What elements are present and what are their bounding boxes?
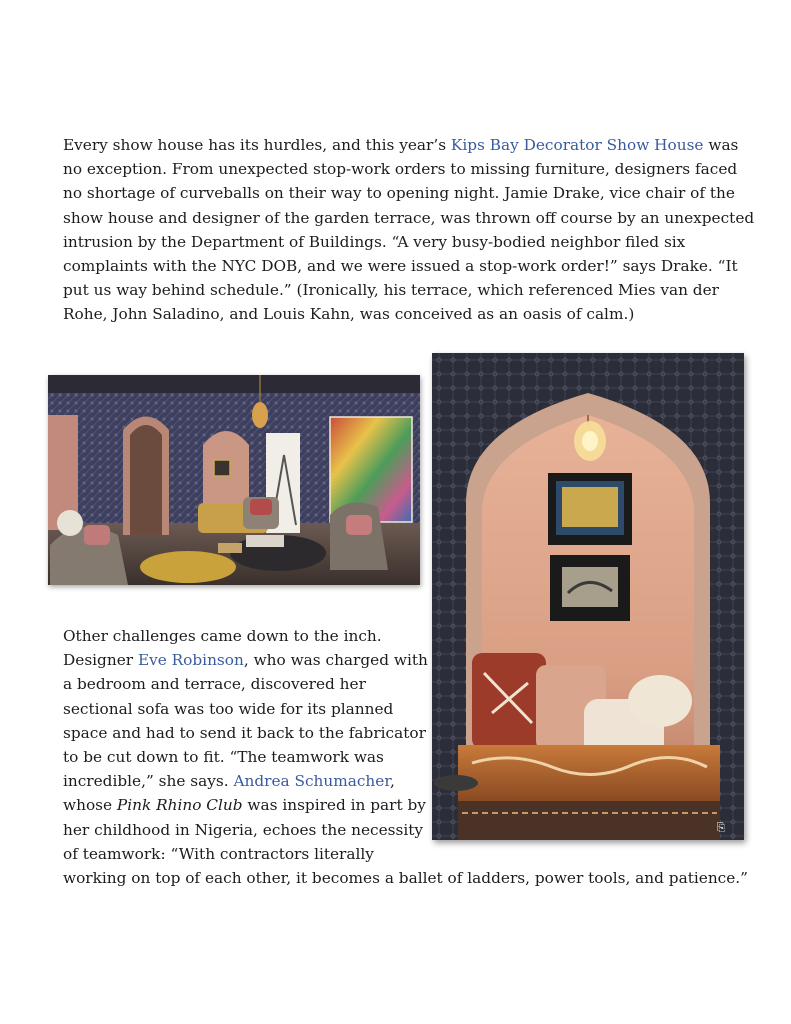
text-fragment: Every show house has its hurdles, and this year’s bbox=[63, 136, 451, 154]
pink-rhino-club-title: Pink Rhino Club bbox=[116, 796, 243, 815]
eve-robinson-link[interactable]: Eve Robinson bbox=[137, 651, 244, 670]
text-fragment: , bbox=[389, 772, 395, 791]
text-line: no shortage of curveballs on their way to opening night. Jamie Drake, vice chair of the bbox=[63, 184, 735, 203]
text-fragment: whose bbox=[63, 796, 117, 815]
text-line: Other challenges came down to the inch. bbox=[63, 627, 382, 645]
text-fragment: , who was charged with bbox=[243, 651, 428, 670]
text-line: of teamwork: “With contractors literally bbox=[63, 844, 374, 863]
challenges-paragraph bbox=[63, 624, 763, 890]
text-line: no exception. From unexpected stop-work orders to missing furniture, designers faced bbox=[63, 160, 738, 179]
andrea-schumacher-link[interactable]: Andrea Schumacher bbox=[233, 772, 390, 791]
text-line: her childhood in Nigeria, echoes the necessity bbox=[63, 820, 424, 839]
text-line bbox=[63, 648, 763, 672]
text-line: a bedroom and terrace, discovered her bbox=[63, 675, 366, 694]
text-line: complaints with the NYC DOB, and we were issued a stop-work order!” says Drake. “It bbox=[63, 257, 738, 276]
text-line: space and had to send it back to the fabricator bbox=[63, 723, 426, 742]
text-line: sectional sofa was too wide for its planned bbox=[63, 699, 394, 718]
text-fragment: Designer bbox=[63, 651, 138, 670]
kips-bay-link[interactable]: Kips Bay Decorator Show House bbox=[450, 136, 704, 154]
text-line: to be cut down to fit. “The teamwork was bbox=[63, 748, 384, 767]
text-line: show house and designer of the garden terrace, was thrown off course by an unexpected bbox=[63, 208, 755, 227]
living-room-photo bbox=[48, 375, 420, 585]
text-fragment: was bbox=[703, 136, 739, 154]
intro-paragraph bbox=[63, 133, 755, 327]
text-line: put us way behind schedule.” (Ironically, his terrace, which referenced Mies van der bbox=[63, 281, 719, 300]
text-line: Rohe, John Saladino, and Louis Kahn, was conceived as an oasis of calm.) bbox=[63, 305, 635, 324]
text-fragment: was inspired in part by bbox=[242, 796, 426, 815]
text-line: working on top of each other, it becomes a ballet of ladders, power tools, and patience.” bbox=[63, 869, 748, 888]
text-line bbox=[63, 793, 763, 817]
living-room-illustration bbox=[48, 375, 420, 585]
text-line bbox=[63, 133, 739, 157]
caption-icon[interactable]: ⎘ bbox=[716, 821, 726, 834]
text-line: intrusion by the Department of Buildings. “A very busy-bodied neighbor filed six bbox=[63, 232, 686, 251]
text-fragment: incredible,” she says. bbox=[63, 772, 234, 791]
text-line bbox=[63, 769, 763, 793]
